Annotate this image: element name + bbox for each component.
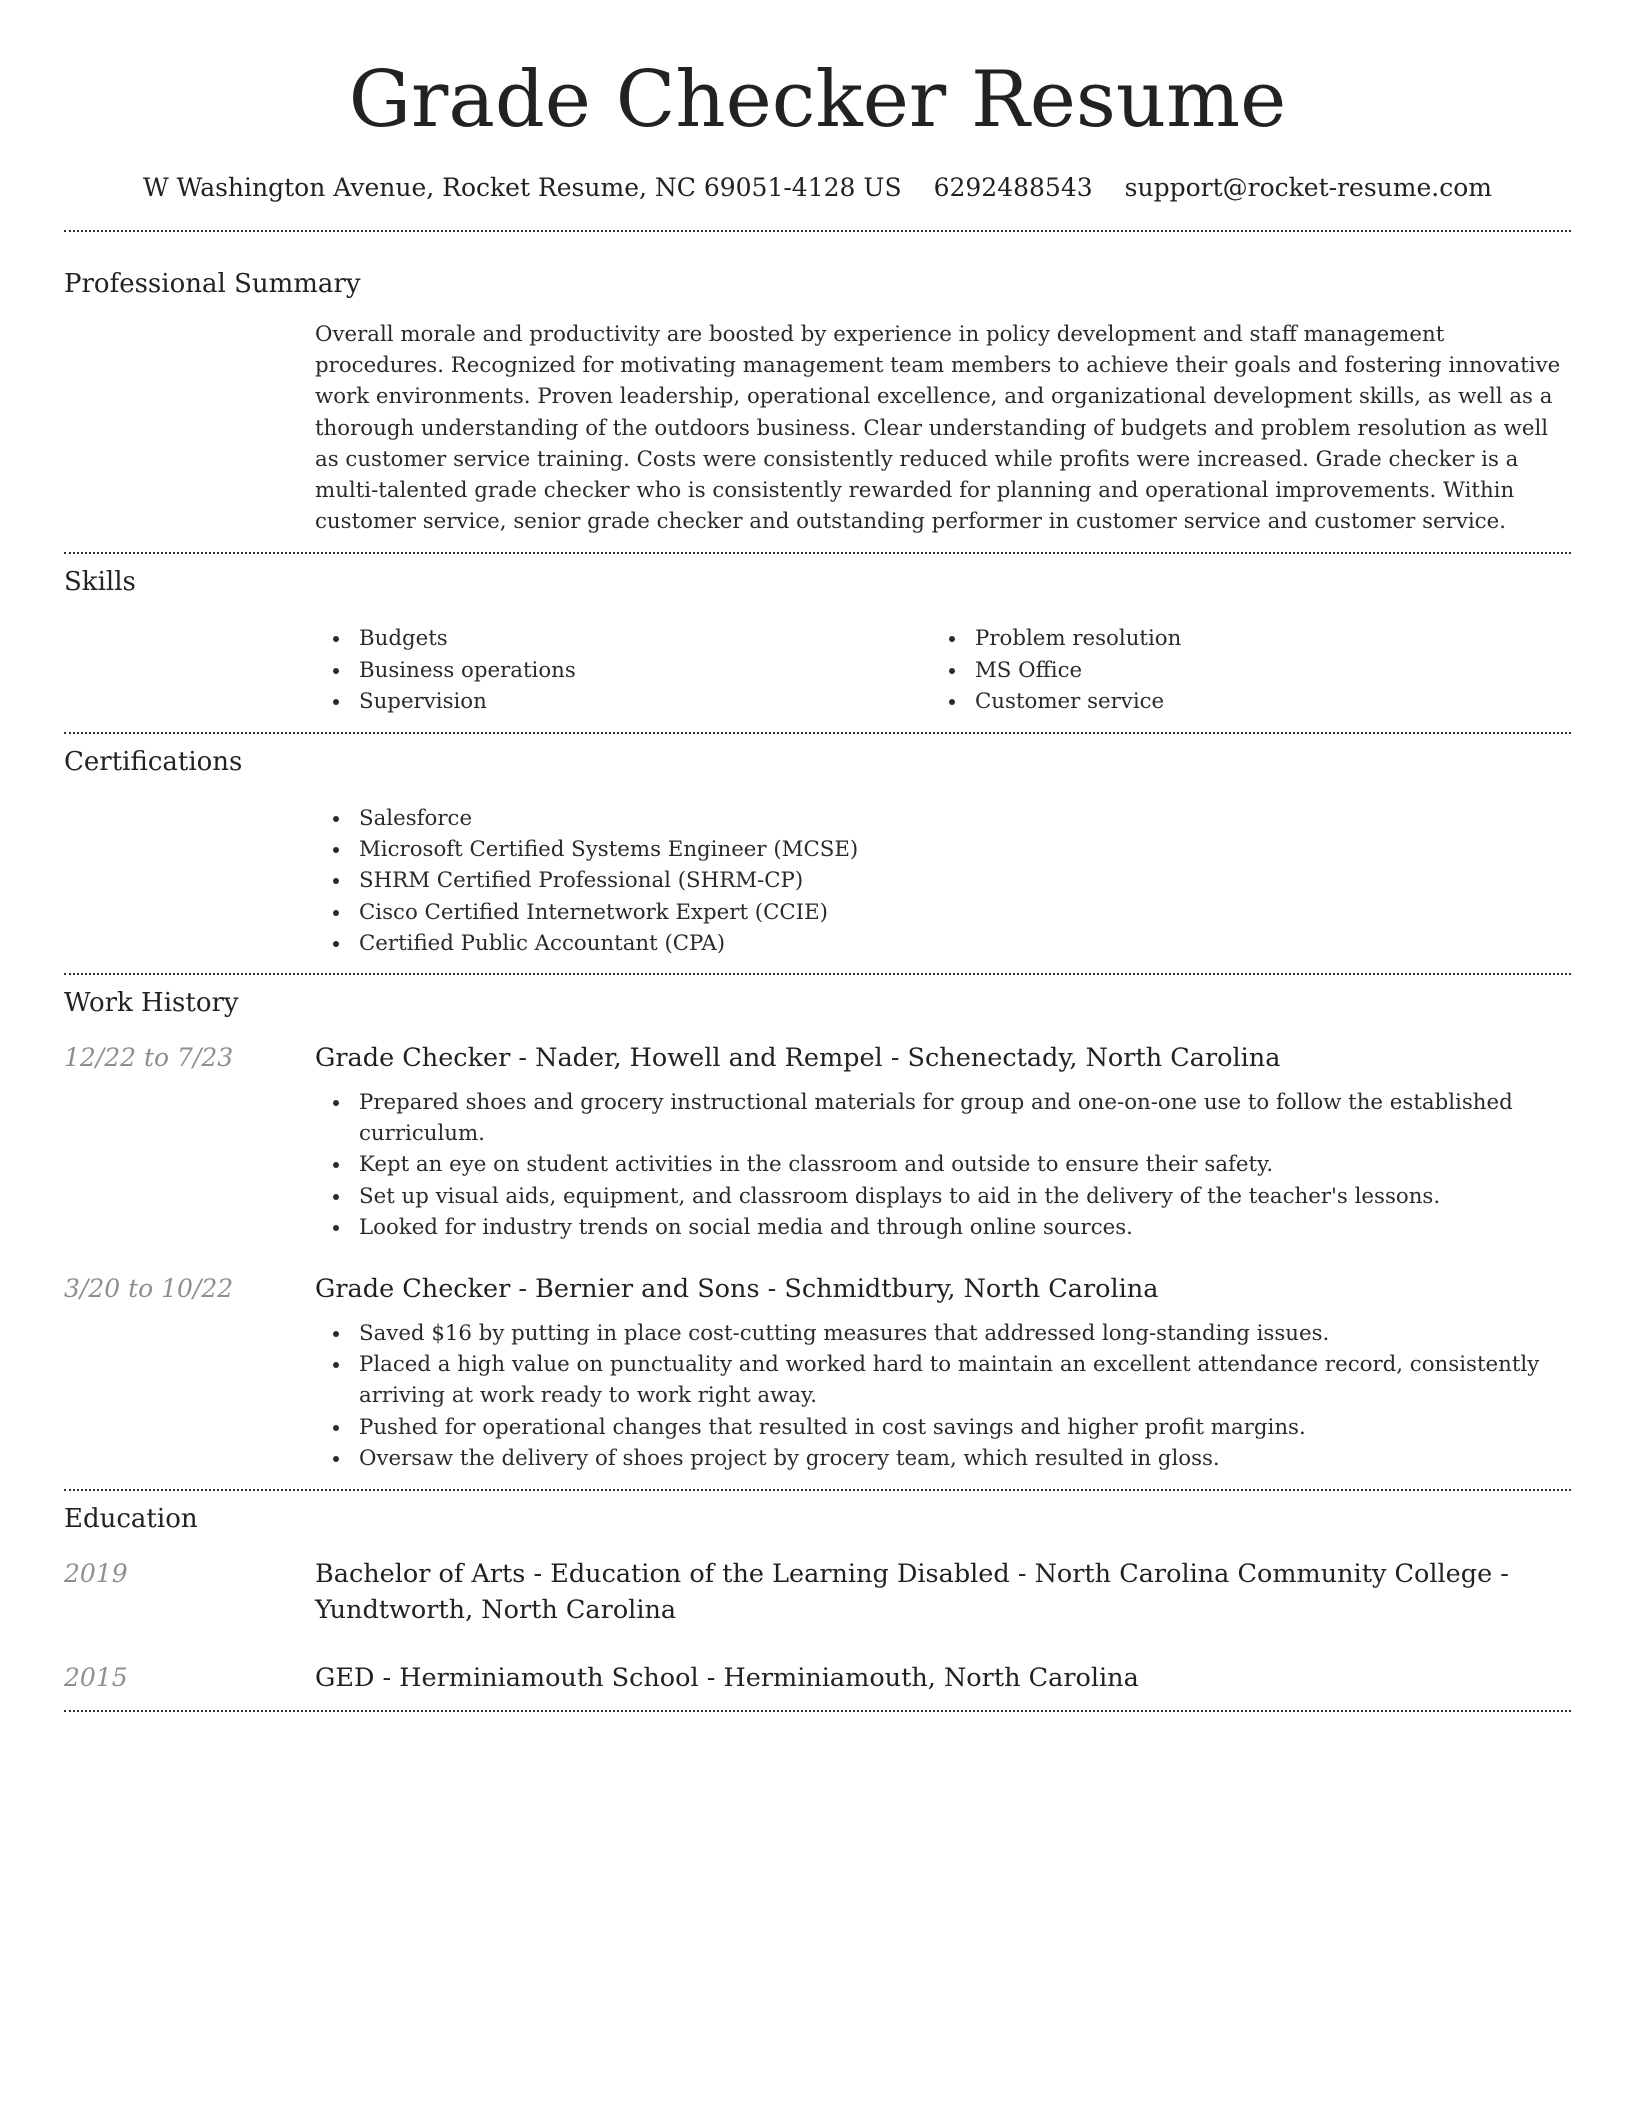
education-title-line xyxy=(315,1660,1571,1696)
job-body xyxy=(315,1271,1571,1474)
education-entry xyxy=(64,1660,1571,1696)
skill-item: MS Office xyxy=(931,655,1547,686)
job-company: Nader, Howell and Rempel xyxy=(535,1043,883,1074)
job-bullet: Pushed for operational changes that resulted in cost savings and higher profit margins. xyxy=(315,1412,1571,1443)
job-company: Bernier and Sons xyxy=(535,1274,760,1305)
education-degree: GED xyxy=(315,1663,375,1694)
job-title-line xyxy=(315,1040,1571,1076)
section-divider xyxy=(64,230,1571,232)
separator: - xyxy=(374,1663,400,1694)
contact-line xyxy=(64,150,1571,230)
education-school: Herminiamouth School xyxy=(399,1663,699,1694)
job-body xyxy=(315,1040,1571,1243)
work-section xyxy=(64,986,1571,1474)
section-title-education: Education xyxy=(64,1504,198,1535)
certifications-list xyxy=(315,803,1571,959)
skill-item: Business operations xyxy=(315,655,931,686)
section-divider xyxy=(64,1710,1571,1712)
certification-item: Salesforce xyxy=(315,803,1571,834)
skill-item: Customer service xyxy=(931,686,1547,717)
skills-section xyxy=(64,565,1571,717)
skills-list-right xyxy=(931,623,1547,717)
job-location: Schmidtbury, North Carolina xyxy=(784,1274,1159,1305)
separator: - xyxy=(510,1043,536,1074)
separator: - xyxy=(525,1559,551,1590)
job-dates: 3/20 to 10/22 xyxy=(64,1274,234,1304)
education-entry xyxy=(64,1556,1571,1628)
job-bullet: Looked for industry trends on social media and through online sources. xyxy=(315,1212,1571,1243)
contact-phone: 6292488543 xyxy=(933,173,1093,202)
skills-list-left xyxy=(315,623,931,717)
education-degree: Bachelor of Arts xyxy=(315,1559,526,1590)
section-title-certifications: Certifications xyxy=(64,747,243,778)
education-school: North Carolina Community College xyxy=(1034,1559,1493,1590)
resume-page xyxy=(64,0,1571,1712)
skills-grid xyxy=(315,623,1571,717)
job-bullets xyxy=(315,1318,1571,1474)
skill-item: Supervision xyxy=(315,686,931,717)
section-title-summary: Professional Summary xyxy=(64,269,361,299)
separator: - xyxy=(759,1274,785,1305)
resume-name: Grade Checker Resume xyxy=(348,55,1287,145)
section-divider xyxy=(64,552,1571,554)
job-role: Grade Checker xyxy=(315,1043,511,1074)
job-entry xyxy=(64,1271,1571,1474)
certifications-body xyxy=(315,803,1571,959)
education-year: 2015 xyxy=(64,1663,128,1693)
education-location: Herminiamouth, North Carolina xyxy=(723,1663,1139,1694)
summary-section xyxy=(64,267,1571,537)
skill-item: Problem resolution xyxy=(931,623,1547,654)
job-location: Schenectady, North Carolina xyxy=(907,1043,1281,1074)
section-title-skills: Skills xyxy=(64,567,136,598)
job-bullet: Saved $16 by putting in place cost-cutting measures that addressed long-standing issues. xyxy=(315,1318,1571,1349)
certification-item: SHRM Certified Professional (SHRM-CP) xyxy=(315,865,1571,896)
skill-item: Budgets xyxy=(315,623,931,654)
separator: - xyxy=(1009,1559,1035,1590)
separator: - xyxy=(1492,1559,1509,1590)
job-bullet: Kept an eye on student activities in the classroom and outside to ensure their safety. xyxy=(315,1149,1571,1180)
education-year: 2019 xyxy=(64,1559,128,1589)
certification-item: Cisco Certified Internetwork Expert (CCIE) xyxy=(315,897,1571,928)
job-bullet: Set up visual aids, equipment, and classroom displays to aid in the delivery of the teacher's lessons. xyxy=(315,1181,1571,1212)
job-entry xyxy=(64,1040,1571,1243)
job-bullets xyxy=(315,1087,1571,1243)
summary-text: Overall morale and productivity are boosted by experience in policy development and staff management procedures. Recognized for motivating management team members to achieve their goals and fostering innovative work environments. Proven leadership, operational excellence, and organizational development skills, as well as a thorough understanding of the outdoors business. Clear understanding of budgets and problem resolution as well as customer service training. Costs were consistently reduced while profits were increased. Grade checker is a multi-talented grade checker who is consistently rewarded for planning and operational improvements. Within customer service, senior grade checker and outstanding performer in customer service and customer service. xyxy=(315,322,1561,535)
education-title-line xyxy=(315,1556,1571,1628)
contact-address: W Washington Avenue, Rocket Resume, NC 69051-4128 US xyxy=(143,173,902,202)
separator: - xyxy=(510,1274,536,1305)
education-section xyxy=(64,1502,1571,1696)
certification-item: Certified Public Accountant (CPA) xyxy=(315,928,1571,959)
education-location: Yundtworth, North Carolina xyxy=(315,1595,677,1626)
separator: - xyxy=(698,1663,724,1694)
separator: - xyxy=(882,1043,908,1074)
job-title-line xyxy=(315,1271,1571,1307)
resume-header xyxy=(64,0,1571,230)
education-field: Education of the Learning Disabled xyxy=(550,1559,1010,1590)
job-dates: 12/22 to 7/23 xyxy=(64,1043,234,1073)
contact-email: support@rocket-resume.com xyxy=(1124,173,1492,202)
job-role: Grade Checker xyxy=(315,1274,511,1305)
certifications-section xyxy=(64,745,1571,959)
certification-item: Microsoft Certified Systems Engineer (MCSE) xyxy=(315,834,1571,865)
job-bullet: Oversaw the delivery of shoes project by grocery team, which resulted in gloss. xyxy=(315,1443,1571,1474)
job-bullet: Prepared shoes and grocery instructional materials for group and one-on-one use to follow the established curriculum. xyxy=(315,1087,1571,1149)
section-divider xyxy=(64,1489,1571,1491)
section-title-work: Work History xyxy=(64,988,239,1019)
section-divider xyxy=(64,973,1571,975)
job-bullet: Placed a high value on punctuality and worked hard to maintain an excellent attendance record, consistently arriving at work ready to work right away. xyxy=(315,1349,1571,1411)
section-divider xyxy=(64,732,1571,734)
